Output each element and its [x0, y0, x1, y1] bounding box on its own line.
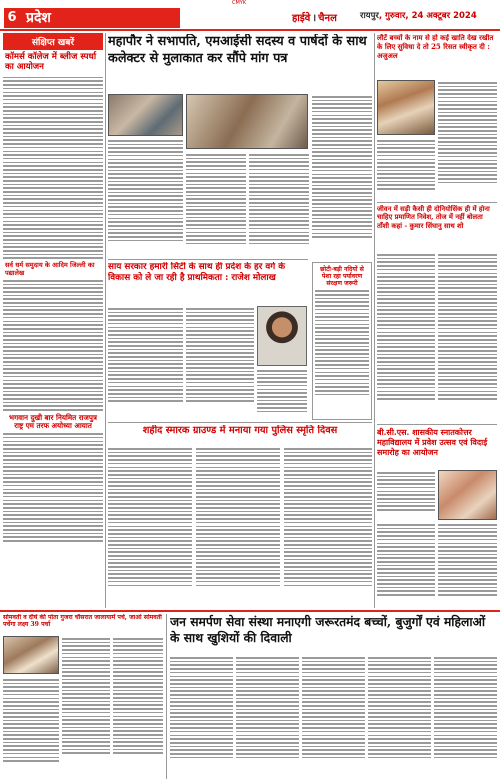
speaker-portrait — [257, 306, 307, 366]
bottom-col-2 — [62, 636, 110, 779]
brief-box-title: संक्षिप्त खबरें — [3, 33, 103, 50]
main-headline: महापौर ने सभापति, एमआईसी सदस्य व पार्षदों के साथ कलेक्टर से मुलाकात कर सौंपे मांग पत्र — [108, 34, 367, 66]
paper-name-sep: । — [312, 13, 317, 24]
cmyk-mark: CMYK — [232, 0, 247, 6]
bottom-headline: जन समर्पण सेवा संस्था मनाएगी जरूरतमंद बच्चों, बुजुर्गों एवं महिलाओं के साथ खुशियों की दिवाली — [170, 614, 486, 645]
right-mid-col-2 — [438, 252, 497, 422]
right-top-headline-block — [377, 34, 497, 74]
right-top-col-2 — [438, 80, 497, 200]
bottom-left-headline: सोमवती व दीर्घ की पोता गुजरा चौसरात जालायामें पर्चे, जाओ सोमवती पर्चेगा लक्ष्य 39 पर्चा — [3, 614, 162, 629]
left-column — [3, 33, 103, 608]
memorial-col-3 — [284, 446, 372, 608]
bottom-rule — [0, 610, 500, 612]
memorial-col-2 — [196, 446, 280, 608]
paper-name-right: चैनल — [318, 13, 337, 24]
right-top-col-1 — [377, 138, 435, 200]
main-headline-block — [108, 34, 370, 92]
quote-headline: साय सरकार हमारी सिटी के साथ ही प्रदेश के हर वर्ग के विकास को ले जा रही है प्राथमिकता : राजेश मोलाख — [108, 262, 286, 284]
environment-headline: छोटी-बड़ी नदियों से पेशा रहा पर्यावरण संरक्षण जरूरी — [320, 266, 364, 288]
right-mid-headline-block — [377, 205, 497, 249]
rule-quote-top — [108, 259, 308, 260]
page-number: 6 — [4, 8, 20, 28]
bottom-headline-block — [170, 614, 497, 652]
bottom-left-headline-block — [3, 614, 163, 634]
bottom-divider — [166, 614, 167, 779]
rule-college-top — [377, 424, 497, 425]
college-headline-block — [377, 427, 497, 467]
quote-col-3 — [257, 368, 307, 420]
main-col-1 — [108, 138, 183, 258]
issue-city: रायपुर — [360, 11, 379, 21]
college-col-3 — [438, 522, 497, 608]
bottom-r-col-5 — [434, 655, 497, 779]
memorial-col-1 — [108, 446, 192, 608]
right-top-headline: लौटें बच्चों के नाम से हो कई खाति देख रखीत के लिए सुविधा दे तो 25 रिसत स्वीकृत दी : अजुअल — [377, 34, 494, 60]
right-mid-headline: जीवन में सड़ी कैसी ही दोनियोसिंक ही में होना चाहिए प्रमाणित निवेश, तोज में नहीं बोलता ताँशी कहां - कुमार सिंघानु साथ शो — [377, 205, 490, 230]
memorial-headline: शहीद स्मारक ग्राउण्ड में मनाया गया पुलिस स्मृति दिवस — [142, 425, 338, 436]
bottom-r-col-3 — [302, 655, 365, 779]
bottom-col-3 — [113, 636, 163, 779]
brief-body — [3, 77, 103, 259]
right-mid-col-1 — [377, 252, 435, 422]
right-top-photo — [377, 80, 435, 135]
environment-box — [312, 262, 372, 420]
masthead — [0, 0, 500, 30]
bottom-r-col-2 — [236, 655, 299, 779]
quote-col-1 — [108, 306, 183, 420]
bottom-left-photo — [3, 636, 59, 674]
college-col-2 — [377, 522, 435, 608]
section-title: प्रदेश — [20, 8, 180, 28]
paper-name-left: हाईवे — [292, 13, 311, 24]
left-body-3 — [3, 433, 103, 542]
brief-headline: कॉमर्स कॉलेज में ब्लीज स्पर्धा का आयोजन — [5, 52, 97, 72]
rule-right-mid — [377, 202, 497, 203]
main-photo-center — [186, 94, 308, 149]
bottom-r-col-4 — [368, 655, 431, 779]
right-divider — [374, 33, 375, 608]
main-col-3 — [249, 152, 309, 258]
left-headline-3: भगवान दुखी बार नियमित राजपुत्र राष्ट्र एम तरफ अयोध्या आयात — [9, 412, 97, 430]
issue-date-text: गुरुवार, 24 अक्टूबर 2024 — [385, 11, 477, 21]
paper-name — [292, 10, 337, 24]
main-photo-left — [108, 94, 183, 136]
college-headline: बी.सी.एस. शासकीय स्नातकोत्तर महाविद्यालय में प्रवेश उत्सव एवं विदाई समारोह का आयोजन — [377, 427, 488, 457]
left-headline-2: सर्व धर्म समुदाय के आदिम जिल्ली का पद्यालेख — [5, 261, 95, 277]
quote-headline-block — [108, 262, 308, 304]
rule-memorial-top — [108, 422, 372, 423]
quote-col-2 — [186, 306, 254, 420]
memorial-headline-block — [108, 425, 372, 443]
column-divider — [105, 33, 106, 608]
issue-date: रायपुर, गुरुवार, 24 अक्टूबर 2024 — [360, 11, 477, 21]
main-col-4 — [312, 94, 372, 258]
left-body-2 — [3, 280, 103, 411]
top-rule — [0, 29, 500, 31]
college-col-1 — [377, 470, 435, 516]
main-col-2 — [186, 152, 246, 258]
bottom-r-col-1 — [170, 655, 233, 779]
bottom-col-1 — [3, 677, 59, 779]
college-photo — [438, 470, 497, 520]
